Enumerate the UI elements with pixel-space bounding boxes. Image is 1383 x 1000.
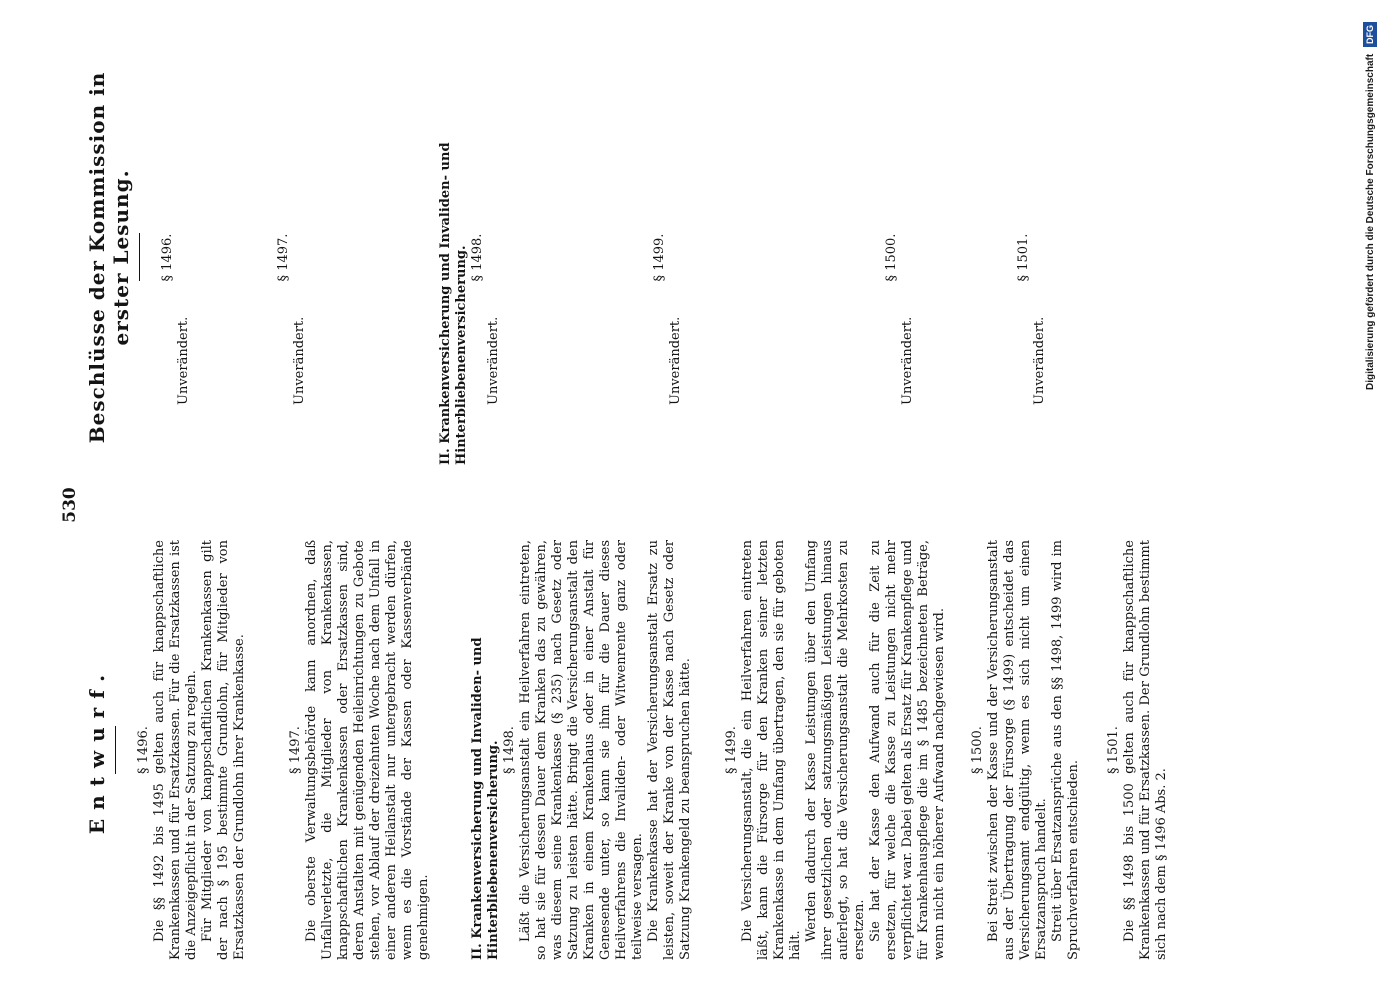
credit-text: Digitalisierung gefördert durch die Deutsche Forschungsgemeinschaft xyxy=(1365,53,1376,390)
paragraph-number: § 1496. xyxy=(136,726,151,774)
paragraph-number: § 1496. xyxy=(160,233,175,282)
draft-section-1501 xyxy=(1106,540,1170,960)
paragraph-text: Werden dadurch der Kasse Leistungen über den Umfang ihrer gesetzlichen oder satzungsmäßigen Leistungen hinaus auferlegt, so hat die Versicherungsanstalt die Mehrkosten zu ersetzen. xyxy=(804,540,867,960)
unchanged-note: Unverändert. xyxy=(292,316,307,405)
draft-section-1499 xyxy=(724,540,948,960)
paragraph-number: § 1497. xyxy=(276,233,291,282)
paragraph-text: Die §§ 1492 bis 1495 gelten auch für knappschaftliche Krankenkassen und für Ersatzkassen. Für die Ersatzkassen ist die Anzeigepflicht in der Satzung zu regeln. xyxy=(152,540,199,960)
paragraph-number: § 1500. xyxy=(884,233,899,282)
paragraph-number: § 1499. xyxy=(652,233,667,282)
paragraph-number: § 1498. xyxy=(470,233,485,282)
resolutions-column xyxy=(85,50,1048,465)
rotated-page-content xyxy=(40,50,1340,960)
unchanged-note: Unverändert. xyxy=(668,316,683,405)
dfg-logo: DFG xyxy=(1363,22,1377,47)
resolution-section-1501 xyxy=(1016,50,1048,465)
section-heading: II. Krankenversicherung und Invaliden- und Hinterbliebenenversicherung. xyxy=(470,637,501,960)
resolution-section-1497 xyxy=(276,50,308,465)
unchanged-note: Unverändert. xyxy=(486,316,501,405)
draft-column-title: Entwurf. xyxy=(85,665,109,835)
paragraph-text: Die §§ 1498 bis 1500 gelten auch für knappschaftliche Krankenkassen und für Ersatzkassen. Der Grundlohn bestimmt sich nach dem § 1496 Abs. 2. xyxy=(1122,540,1169,960)
paragraph-text: Die Krankenkasse hat der Versicherungsanstalt Ersatz zu leisten, soweit der Kranke von der Kasse nach Gesetz oder Satzung Krankengeld zu beanspruchen hätte. xyxy=(646,540,693,960)
draft-section-1500 xyxy=(970,540,1082,960)
resolution-section-ii xyxy=(438,50,502,465)
resolution-section-1496 xyxy=(160,50,192,465)
paragraph-text: Die Versicherungsanstalt, die ein Heilverfahren eintreten läßt, kann die Fürsorge für den Kranken seiner letzten Krankenkasse in dem Umfang übertragen, den sie für geboten hält. xyxy=(740,540,803,960)
digitization-credit xyxy=(1362,10,1380,390)
paragraph-number: § 1497. xyxy=(288,726,303,774)
paragraph-number: § 1500. xyxy=(970,726,985,774)
unchanged-note: Unverändert. xyxy=(176,316,191,405)
paragraph-number: § 1498. xyxy=(502,726,517,774)
draft-column xyxy=(85,540,1170,960)
paragraph-text: Die oberste Verwaltungsbehörde kann anordnen, daß Unfallverletzte, die Mitglieder von Krankenkassen, knappschaftlichen Krankenkassen oder Ersatzkassen sind, deren Anstalten mit genügenden Heileinrichtungen zu Gebote stehen, vor Ablauf der dreizehnten Woche nach dem Unfall in einer anderen Heilanstalt nur untergebracht werden dürfen, wenn es die Vorstände der Kassen oder Kassenverbände genehmigen. xyxy=(304,540,431,960)
paragraph-text: Sie hat der Kasse den Aufwand auch für die Zeit zu ersetzen, für welche die Kasse zu Leistungen nicht mehr verpflichtet war. Dabei gelten als Ersatz für Krankenpflege und für Krankenhauspflege die im § 1485 bezeichneten Beträge, wenn nicht ein höherer Aufwand nachgewiesen wird. xyxy=(868,540,947,960)
draft-section-ii xyxy=(470,540,694,960)
draft-section-1496 xyxy=(136,540,248,960)
section-heading: II. Krankenversicherung und Invaliden- und Hinterbliebenenversicherung. xyxy=(438,142,469,465)
paragraph-text: Streit über Ersatzansprüche aus den §§ 1498, 1499 wird im Spruchverfahren entschieden. xyxy=(1050,540,1081,960)
draft-section-1497 xyxy=(288,540,432,960)
page-number: 530 xyxy=(60,487,80,523)
paragraph-number: § 1501. xyxy=(1106,726,1121,774)
resolution-section-1500 xyxy=(884,50,916,465)
paragraph-number: § 1501. xyxy=(1016,233,1031,282)
unchanged-note: Unverändert. xyxy=(900,316,915,405)
resolution-section-1499 xyxy=(652,50,684,465)
unchanged-note: Unverändert. xyxy=(1032,316,1047,405)
paragraph-number: § 1499. xyxy=(724,726,739,774)
paragraph-text: Läßt die Versicherungsanstalt ein Heilverfahren eintreten, so hat sie für dessen Dauer dem Kranken das zu gewähren, was diesem seine Krankenkasse (§ 235) nach Gesetz oder Satzung zu leisten hätte. Bringt die Versicherungsanstalt den Kranken in einem Krankenhaus oder in einer Anstalt für Genesende unter, so kann sie ihm für die Dauer dieses Heilverfahrens die Invaliden- oder Witwenrente ganz oder teilweise versagen. xyxy=(518,540,645,960)
title-rule xyxy=(115,726,116,774)
resolutions-column-title: Beschlüsse der Kommission in erster Lesung. xyxy=(85,71,133,444)
title-rule xyxy=(139,234,140,282)
paragraph-text: Bei Streit zwischen der Kasse und der Versicherungsanstalt aus der Übertragung der Fürsorge (§ 1499) entscheidet das Versicherungsamt endgültig, wenn es sich nicht um einen Ersatzanspruch handelt. xyxy=(986,540,1049,960)
paragraph-text: Für Mitglieder von knappschaftlichen Krankenkassen gilt der nach § 195 bestimmte Grundlohn, für Mitglieder von Ersatzkassen der Grundlohn ihrer Krankenkasse. xyxy=(200,540,247,960)
